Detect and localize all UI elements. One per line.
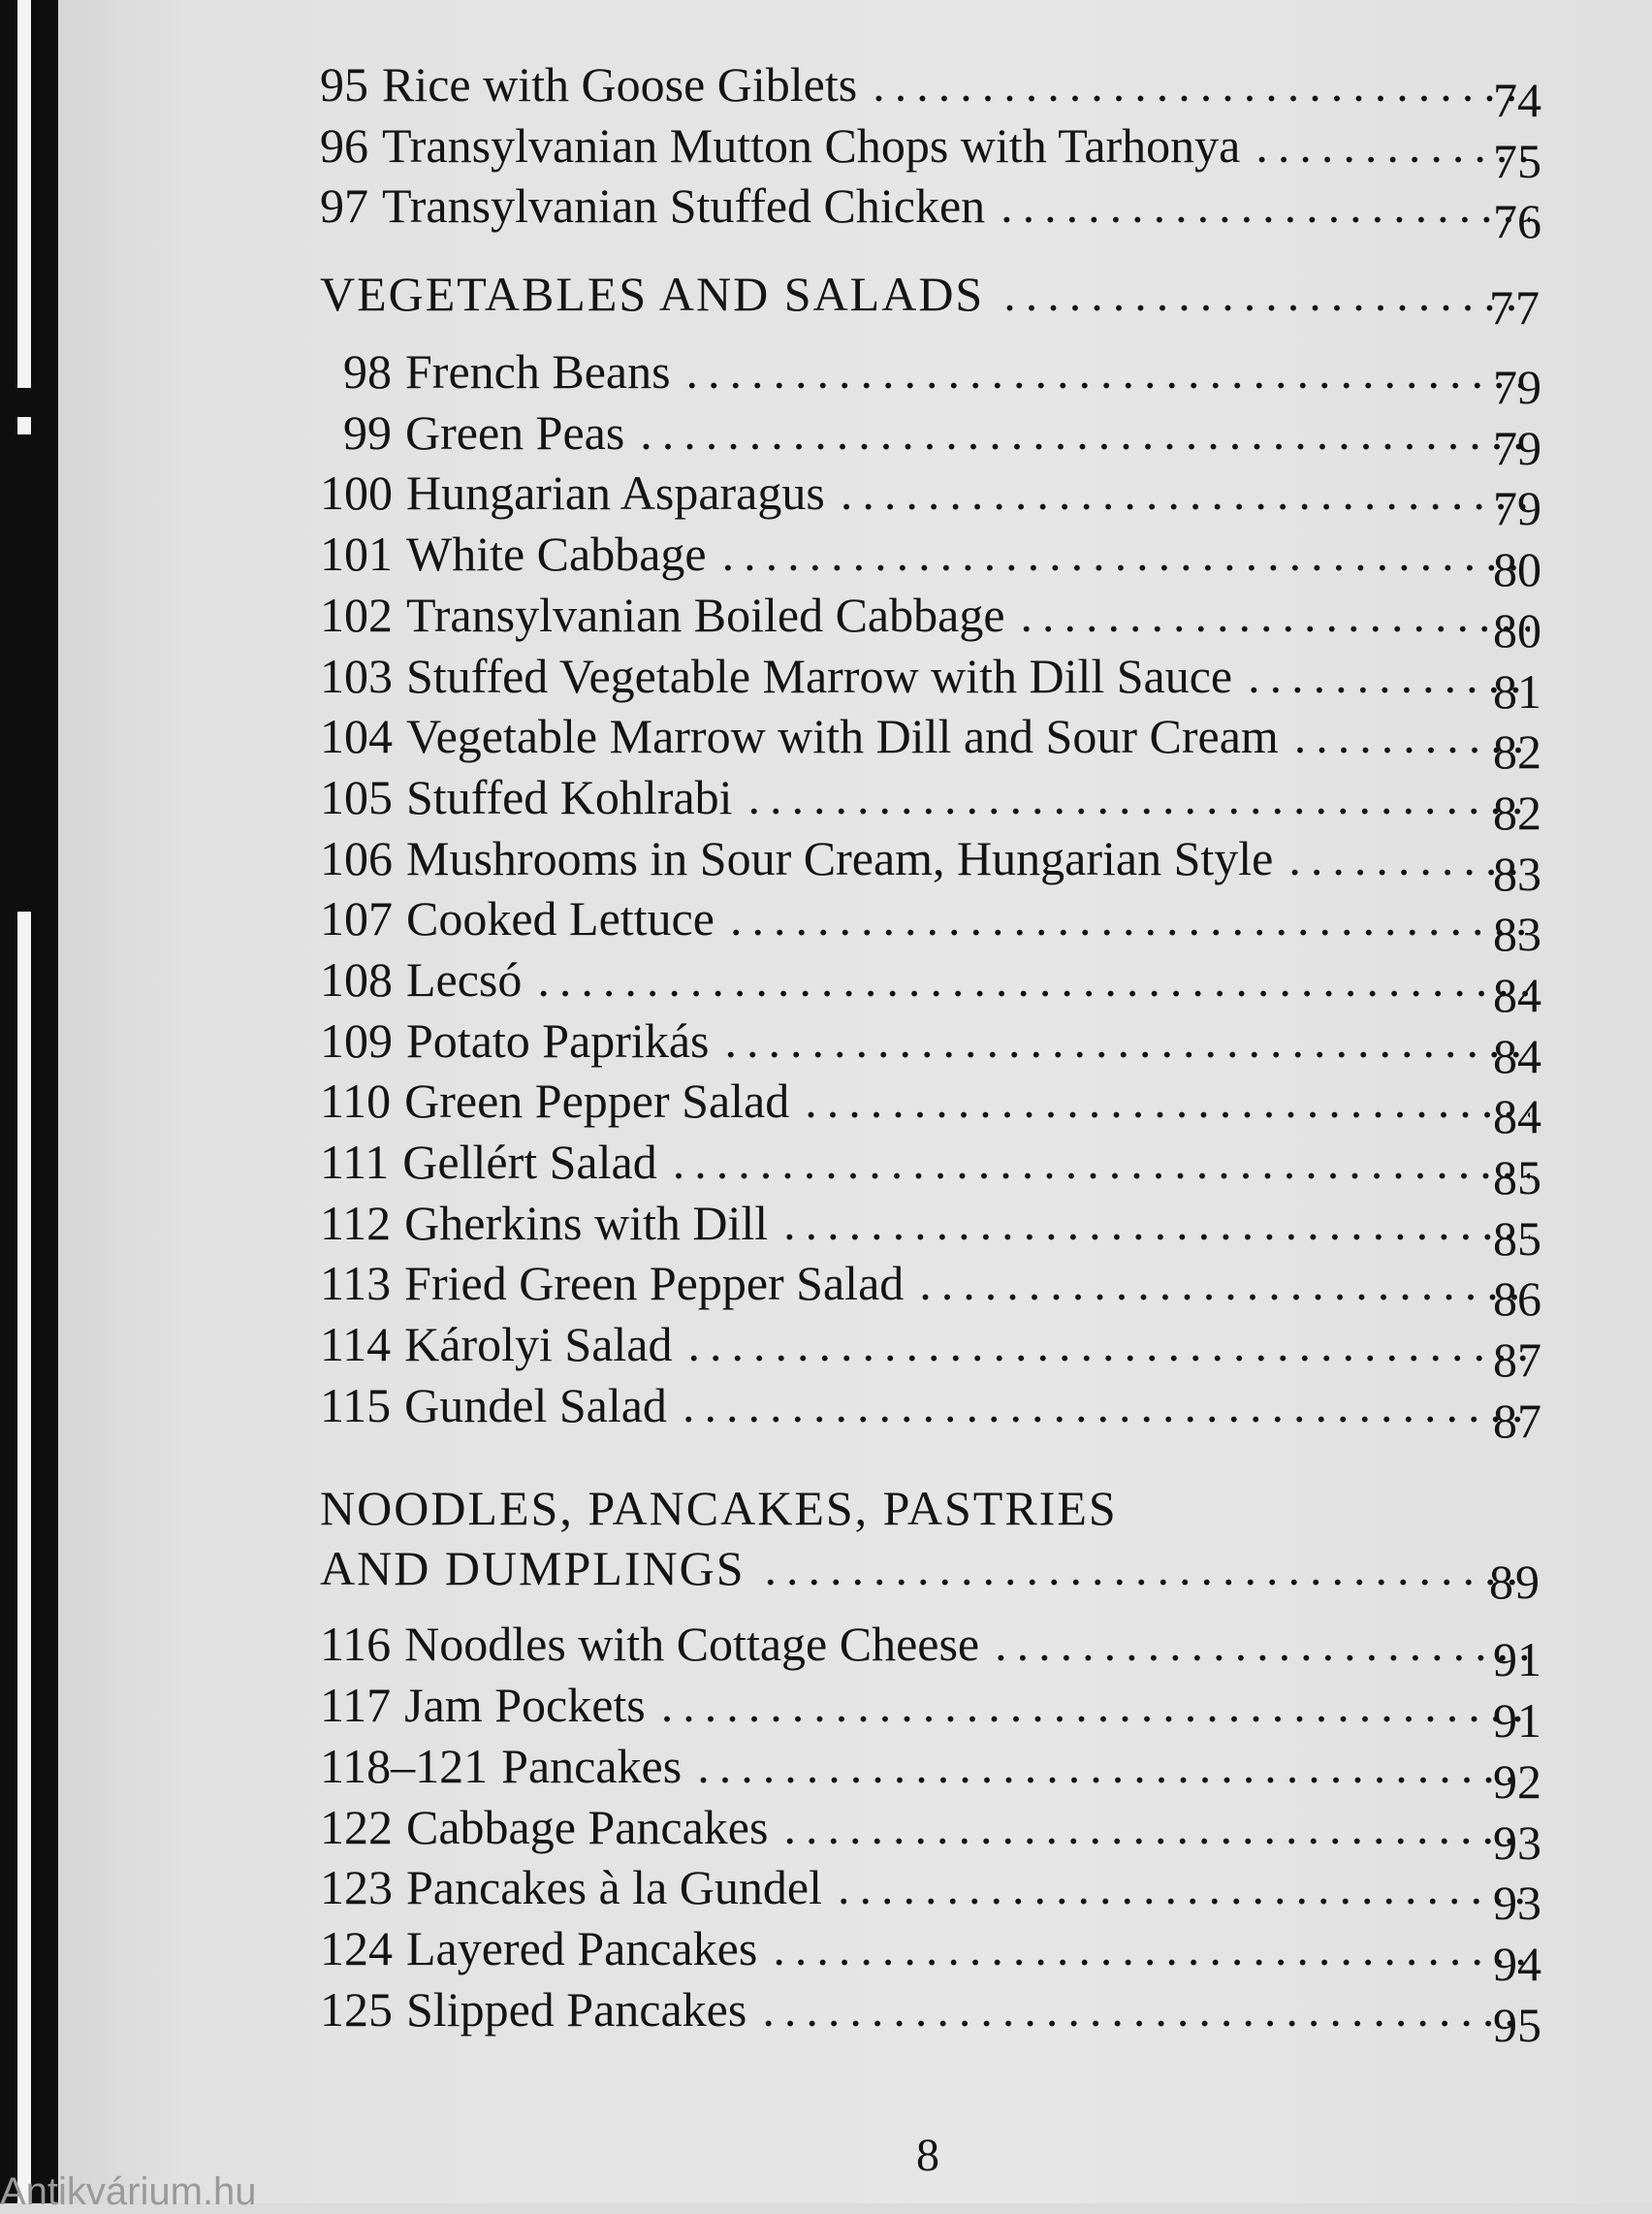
entry-title: White Cabbage — [406, 527, 707, 582]
entry-number: 125 — [320, 1981, 393, 2037]
dot-leader — [783, 1797, 1530, 1857]
toc-entry — [320, 1132, 1541, 1204]
entry-number: 100 — [320, 465, 393, 521]
entry-page: 86 — [1493, 1271, 1541, 1327]
dot-leader — [722, 524, 1530, 584]
entry-number: 124 — [320, 1920, 393, 1975]
entry-number: 114 — [320, 1317, 392, 1372]
entry-number: 117 — [320, 1678, 392, 1733]
toc-entry — [320, 585, 1541, 658]
toc-group-main-dishes — [320, 54, 1541, 249]
entry-number: 108 — [320, 951, 393, 1007]
entry-number: 103 — [320, 648, 393, 703]
toc-entry — [320, 1071, 1541, 1144]
entry-number: 112 — [320, 1195, 392, 1250]
toc-entry — [320, 341, 1541, 415]
dot-leader — [748, 767, 1530, 827]
toc-entry — [320, 828, 1541, 901]
dot-leader — [683, 1375, 1530, 1435]
entry-number: 98 — [343, 344, 392, 400]
entry-page: 84 — [1493, 1028, 1541, 1083]
entry-page: 74 — [1493, 73, 1541, 127]
entry-number: 97 — [320, 178, 368, 234]
toc-entry — [320, 1314, 1541, 1388]
dot-leader — [995, 1614, 1530, 1674]
dot-leader — [1003, 264, 1530, 324]
toc-entry — [320, 706, 1541, 780]
entry-page: 82 — [1493, 785, 1541, 840]
entry-number: 106 — [320, 830, 393, 885]
entry-title: Potato Paprikás — [406, 1012, 710, 1068]
toc-entry — [320, 1918, 1541, 1991]
toc-entry — [320, 1675, 1541, 1749]
entry-page: 95 — [1493, 1997, 1541, 2052]
dot-leader — [783, 1193, 1530, 1253]
entry-number: 99 — [343, 404, 392, 460]
entry-title: Layered Pancakes — [406, 1920, 758, 1975]
toc-entry — [320, 1979, 1541, 2052]
section-heading-vegetables — [320, 264, 1541, 336]
entry-title: Mushrooms in Sour Cream, Hungarian Style — [406, 830, 1274, 885]
entry-page: 81 — [1493, 663, 1541, 719]
toc-group-vegetables — [320, 341, 1541, 1448]
section-title: VEGETABLES AND SALADS — [320, 267, 985, 322]
entry-title: Transylvanian Stuffed Chicken — [382, 178, 986, 234]
entry-page: 87 — [1493, 1332, 1541, 1388]
entry-title: Cooked Lettuce — [406, 891, 715, 947]
entry-title: Slipped Pancakes — [406, 1981, 747, 2037]
toc-entry — [320, 1253, 1541, 1327]
entry-title: Stuffed Kohlrabi — [406, 769, 733, 824]
entry-number: 123 — [320, 1860, 393, 1915]
entry-page: 80 — [1493, 542, 1541, 597]
entry-title: Transylvanian Boiled Cabbage — [406, 587, 1005, 642]
entry-number: 118–121 — [320, 1738, 489, 1793]
entry-page: 87 — [1493, 1393, 1541, 1448]
entry-title: Lecsó — [406, 951, 523, 1007]
section-page: 89 — [1489, 1555, 1541, 1610]
toc-entry — [320, 1736, 1541, 1809]
toc-entry — [320, 54, 1541, 127]
toc-entry — [320, 1857, 1541, 1931]
spine-highlight — [17, 912, 31, 2203]
entry-page: 79 — [1493, 481, 1541, 536]
dot-leader — [919, 1253, 1530, 1313]
entry-page: 85 — [1493, 1210, 1541, 1266]
section-title-line2: AND DUMPLINGS — [320, 1541, 746, 1596]
entry-number: 104 — [320, 709, 393, 764]
toc-entry — [320, 767, 1541, 840]
toc-entry — [320, 888, 1541, 962]
entry-page: 83 — [1493, 846, 1541, 901]
entry-number: 110 — [320, 1074, 392, 1129]
entry-title: Károlyi Salad — [404, 1317, 673, 1372]
watermark: Antikvárium.hu — [0, 2170, 257, 2213]
entry-number: 109 — [320, 1012, 393, 1068]
entry-title: Vegetable Marrow with Dill and Sour Cream — [406, 709, 1279, 764]
dot-leader — [773, 1918, 1530, 1978]
entry-number: 107 — [320, 891, 393, 947]
toc-entry — [320, 115, 1541, 188]
toc-entry — [320, 949, 1541, 1022]
entry-page: 92 — [1493, 1753, 1541, 1809]
dot-leader — [1001, 176, 1530, 236]
entry-page: 84 — [1493, 1089, 1541, 1144]
toc-entry — [320, 1797, 1541, 1870]
entry-title: Green Peas — [405, 404, 625, 460]
entry-title: Cabbage Pancakes — [406, 1799, 769, 1854]
entry-number: 95 — [320, 57, 368, 112]
spine-highlight — [17, 417, 31, 434]
dot-leader — [838, 1857, 1530, 1917]
entry-title: Gherkins with Dill — [404, 1195, 769, 1250]
entry-page: 80 — [1493, 602, 1541, 658]
dot-leader — [765, 1538, 1530, 1598]
toc-entry — [320, 646, 1541, 719]
section-title-line1: NOODLES, PANCAKES, PASTRIES — [320, 1481, 1118, 1536]
dot-leader — [873, 54, 1530, 114]
dot-leader — [697, 1736, 1530, 1796]
entry-title: Pancakes à la Gundel — [406, 1860, 823, 1915]
entry-page: 93 — [1493, 1814, 1541, 1870]
entry-number: 111 — [320, 1135, 390, 1189]
section-heading-noodles — [320, 1478, 1541, 1610]
entry-page: 75 — [1493, 133, 1541, 188]
entry-page: 76 — [1493, 194, 1541, 249]
dot-leader — [841, 463, 1530, 523]
section-page: 77 — [1489, 280, 1541, 336]
entry-title: Hungarian Asparagus — [406, 465, 825, 521]
dot-leader — [762, 1979, 1530, 2039]
dot-leader — [1021, 585, 1530, 645]
toc-entry — [320, 176, 1541, 249]
entry-number: 116 — [320, 1617, 392, 1672]
toc-entry — [320, 402, 1541, 475]
entry-title: Transylvanian Mutton Chops with Tarhonya — [382, 117, 1241, 173]
entry-title: Fried Green Pepper Salad — [404, 1256, 905, 1311]
entry-title: Jam Pockets — [404, 1678, 646, 1733]
toc-entry — [320, 1614, 1541, 1687]
toc-group-noodles — [320, 1614, 1541, 2052]
entry-number: 115 — [320, 1377, 392, 1432]
toc-entry — [320, 1193, 1541, 1266]
dot-leader — [673, 1132, 1530, 1192]
entry-page: 82 — [1493, 724, 1541, 780]
toc-entry — [320, 463, 1541, 536]
entry-page: 79 — [1493, 360, 1541, 415]
dot-leader — [805, 1071, 1530, 1131]
entry-number: 101 — [320, 527, 393, 582]
entry-page: 91 — [1493, 1693, 1541, 1749]
entry-number: 122 — [320, 1799, 393, 1854]
entry-title: Noodles with Cottage Cheese — [404, 1617, 980, 1672]
entry-title: Gundel Salad — [404, 1377, 667, 1432]
entry-title: Pancakes — [501, 1738, 683, 1793]
entry-number: 113 — [320, 1256, 392, 1311]
entry-page: 94 — [1493, 1936, 1541, 1991]
dot-leader — [724, 1011, 1530, 1071]
entry-page: 91 — [1493, 1632, 1541, 1687]
entry-page: 85 — [1493, 1150, 1541, 1204]
entry-title: Gellért Salad — [402, 1135, 657, 1189]
table-of-contents — [320, 54, 1541, 2052]
spine-highlight — [17, 0, 31, 388]
entry-number: 105 — [320, 769, 393, 824]
entry-number: 96 — [320, 117, 368, 173]
dot-leader — [640, 402, 1530, 463]
dot-leader — [687, 1314, 1530, 1374]
toc-entry — [320, 524, 1541, 597]
dot-leader — [537, 949, 1530, 1010]
dot-leader — [730, 888, 1530, 948]
dot-leader — [661, 1675, 1530, 1735]
entry-page: 79 — [1493, 420, 1541, 475]
entry-page: 83 — [1493, 907, 1541, 962]
entry-title: Green Pepper Salad — [404, 1074, 790, 1129]
entry-title: French Beans — [405, 344, 671, 400]
toc-entry — [320, 1375, 1541, 1448]
page-number: 8 — [916, 2130, 939, 2181]
entry-title: Stuffed Vegetable Marrow with Dill Sauce — [406, 648, 1233, 703]
entry-title: Rice with Goose Giblets — [382, 57, 858, 112]
toc-entry — [320, 1011, 1541, 1083]
entry-number: 102 — [320, 587, 393, 642]
book-spine — [0, 0, 58, 2203]
entry-page: 84 — [1493, 967, 1541, 1022]
dot-leader — [686, 341, 1530, 401]
entry-page: 93 — [1493, 1876, 1541, 1931]
